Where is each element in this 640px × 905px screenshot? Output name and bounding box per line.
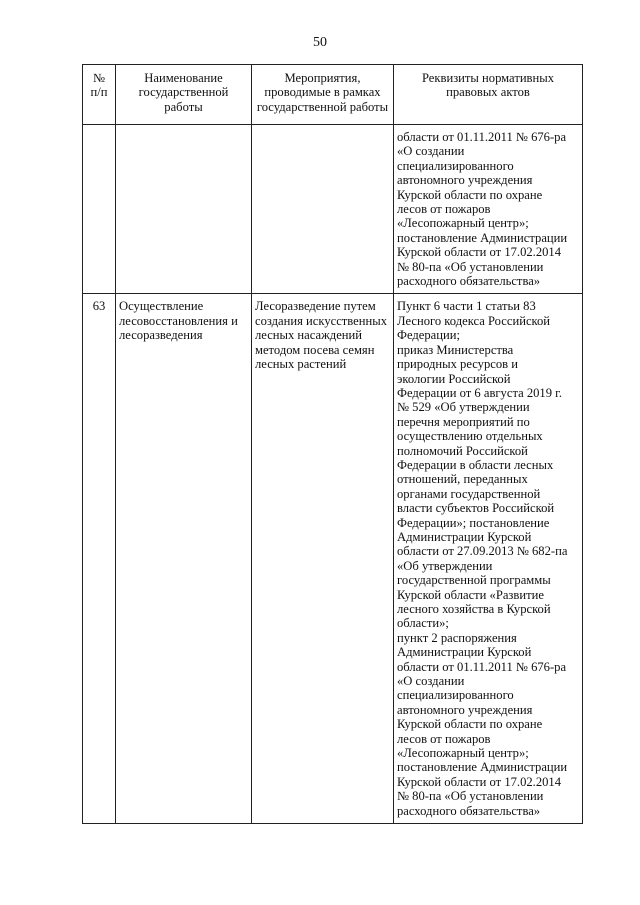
header-line: правовых актов xyxy=(446,85,530,100)
header-line: проводимые в рамках xyxy=(264,85,381,100)
header-line: Мероприятия, xyxy=(284,71,361,85)
text-line: власти субъектов Российской xyxy=(397,501,555,516)
cell-measures xyxy=(252,125,394,294)
text-line: расходного обязательства» xyxy=(397,274,541,289)
header-line: государственной работы xyxy=(256,99,389,114)
text-line: природных ресурсов и xyxy=(397,357,518,372)
cell-measures xyxy=(252,294,394,824)
text-line: полномочий Российской xyxy=(397,443,528,458)
text-line: лесных растений xyxy=(255,357,347,372)
text-line: Пункт 6 части 1 статьи 83 xyxy=(397,299,536,314)
text-line: специализированного xyxy=(397,158,514,173)
government-works-table xyxy=(82,64,583,824)
text-line: осуществлению отдельных xyxy=(397,429,543,444)
text-line: постановление Администрации xyxy=(397,230,568,245)
text-line: отношений, переданных xyxy=(397,472,528,487)
text-line: приказ Министерства xyxy=(397,342,514,357)
text-line: области от 01.11.2011 № 676-ра xyxy=(397,659,567,674)
text-line: пункт 2 распоряжения xyxy=(397,630,517,645)
text-line: Курской области по охране xyxy=(397,717,543,732)
cell-work-name xyxy=(116,294,252,824)
cell-legal-acts xyxy=(394,294,583,824)
text-line: перечня мероприятий по xyxy=(397,414,530,429)
header-line: работы xyxy=(164,99,203,114)
text-line: Федерации; xyxy=(397,328,460,343)
text-line: лесовосстановления и xyxy=(119,313,238,328)
header-line: Наименование xyxy=(144,71,223,85)
text-line: «О создании xyxy=(397,144,465,159)
text-line: № 529 «Об утверждении xyxy=(397,400,530,415)
table-header-row xyxy=(83,65,583,125)
text-line: «Лесопожарный центр»; xyxy=(397,746,529,761)
text-line: лесного хозяйства в Курской xyxy=(397,602,551,616)
text-line: постановление Администрации xyxy=(397,760,568,775)
cell-work-name xyxy=(116,125,252,294)
table-row-63 xyxy=(83,294,583,824)
text-line: лесов от пожаров xyxy=(397,202,491,217)
text-line: Федерации»; постановление xyxy=(397,515,550,530)
text-line: № 80-па «Об установлении xyxy=(397,789,544,804)
header-number xyxy=(83,65,116,125)
text-line: «Об утверждении xyxy=(397,558,493,573)
header-legal-acts xyxy=(394,65,583,125)
header-measures xyxy=(252,65,394,125)
cell-number: 63 xyxy=(83,294,116,824)
header-line: п/п xyxy=(90,85,108,100)
text-line: Курской области от 17.02.2014 xyxy=(397,774,562,789)
text-line: Федерации от 6 августа 2019 г. xyxy=(397,385,563,400)
text-line: создания искусственных xyxy=(255,313,388,328)
text-line: Лесного кодекса Российской xyxy=(397,313,551,328)
header-line: Реквизиты нормативных xyxy=(421,71,555,85)
text-line: органами государственной xyxy=(397,486,541,501)
text-line: «Лесопожарный центр»; xyxy=(397,216,529,231)
cell-legal-acts xyxy=(394,125,583,294)
text-line: лесоразведения xyxy=(119,328,203,343)
text-line: Курской области по охране xyxy=(397,187,543,202)
cell-number xyxy=(83,125,116,294)
text-line: лесных насаждений xyxy=(255,328,363,343)
text-line: Лесоразведение путем xyxy=(255,299,376,314)
text-line: области»; xyxy=(397,616,449,631)
header-line: государственной xyxy=(138,85,229,100)
text-line: Курской области от 17.02.2014 xyxy=(397,245,562,260)
text-line: автономного учреждения xyxy=(397,173,533,188)
table-row-continuation xyxy=(83,125,583,294)
text-line: Администрации Курской xyxy=(397,645,532,660)
text-line: области от 27.09.2013 № 682-па xyxy=(397,544,568,559)
text-line: экологии Российской xyxy=(397,371,511,386)
text-line: области от 01.11.2011 № 676-ра xyxy=(397,130,567,144)
text-line: Федерации в области лесных xyxy=(397,457,554,472)
text-line: лесов от пожаров xyxy=(397,731,491,746)
text-line: № 80-па «Об установлении xyxy=(397,259,544,274)
text-line: Осуществление xyxy=(119,299,204,314)
text-line: государственной программы xyxy=(397,573,551,588)
text-line: автономного учреждения xyxy=(397,702,533,717)
text-line: Администрации Курской xyxy=(397,529,532,544)
header-work-name xyxy=(116,65,252,125)
page-number: 50 xyxy=(313,35,327,50)
text-line: «О создании xyxy=(397,674,465,689)
text-line: специализированного xyxy=(397,688,514,703)
text-line: Курской области «Развитие xyxy=(397,587,544,602)
text-line: расходного обязательства» xyxy=(397,803,541,818)
text-line: методом посева семян xyxy=(255,342,375,357)
header-line: № xyxy=(92,71,106,85)
